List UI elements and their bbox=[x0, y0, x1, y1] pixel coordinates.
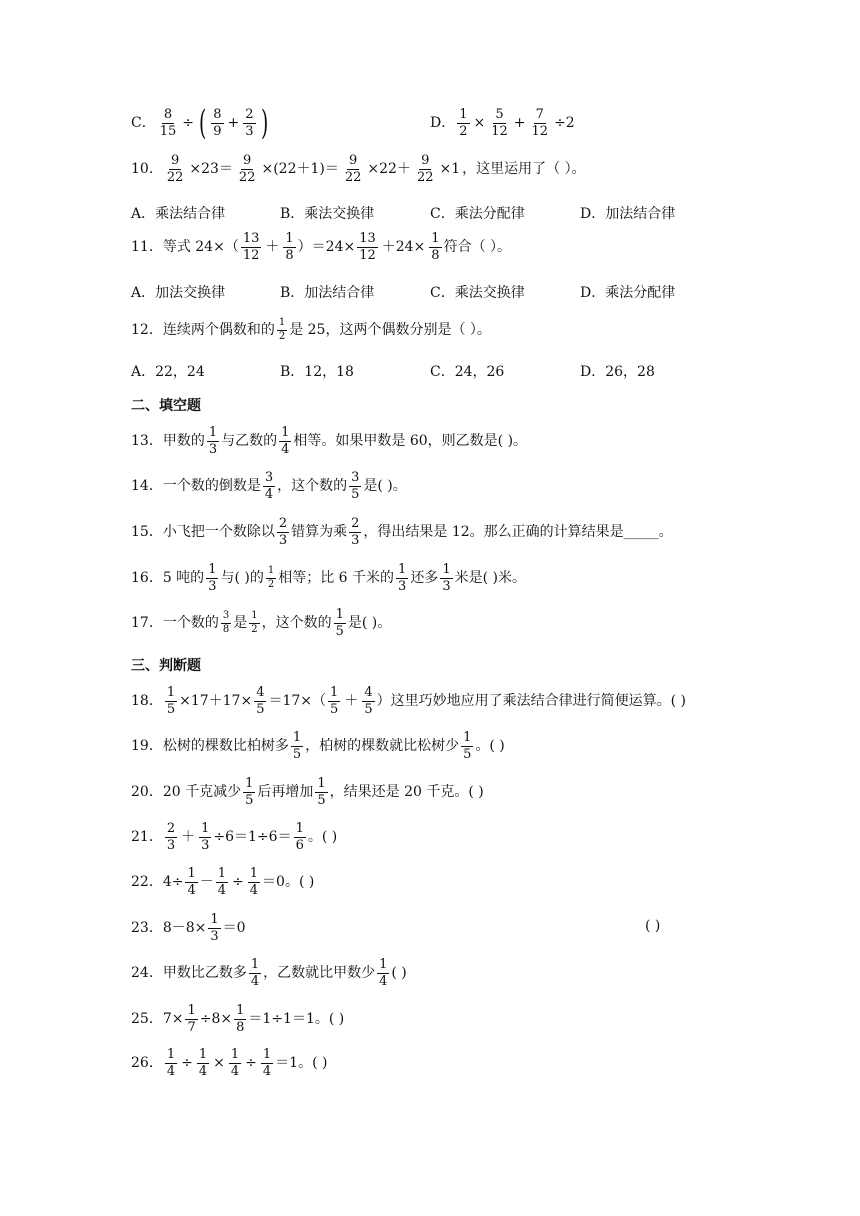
question-14: 14． 一个数的倒数是 $\frac{3}{4}$ ，这个数的 $\frac{3}{5}$ 是( )。 bbox=[131, 470, 407, 502]
question-16: 16． 5 吨的 $\frac{1}{3}$ 与( )的 $\frac{1}{2}$ 相等；比 6 千米的 $\frac{1}{3}$ 还多 $\frac{1}{3}$ 米是( )米。 bbox=[131, 562, 526, 594]
question-15: 15． 小飞把一个数除以 $\frac{2}{3}$ 错算为乘 $\frac{2}{3}$ ，得出结果是 12。那么正确的计算结果是_____。 bbox=[131, 516, 673, 548]
question-13: 13． 甲数的 $\frac{1}{3}$ 与乙数的 $\frac{1}{4}$ 相等。如果甲数是 60，则乙数是( )。 bbox=[131, 425, 528, 457]
fraction: $\frac{5}{12}$ bbox=[491, 107, 508, 139]
question-11: 11． 等式 24×（ $\frac{13}{12}$ ＋ $\frac{1}{8}$ ）＝24× $\frac{13}{12}$ ＋24× $\frac{1}{8}$ 符合（ ）。 bbox=[131, 231, 512, 263]
q11-option-b[interactable]: B．加法结合律 bbox=[280, 285, 375, 301]
fraction: $\frac{7}{12}$ bbox=[531, 107, 549, 139]
question-25: 25． 7× $\frac{1}{7}$ ÷8× $\frac{1}{8}$ ＝1÷1＝1。( ) bbox=[131, 1003, 345, 1035]
question-23: 23． 8－8× $\frac{1}{3}$ ＝0 bbox=[131, 912, 246, 944]
q10-option-a[interactable]: A．乘法结合律 bbox=[131, 206, 226, 222]
q11-option-a[interactable]: A．加法交换律 bbox=[131, 285, 226, 301]
section-heading-fill-in: 二、填空题 bbox=[131, 398, 201, 414]
q23-answer-paren[interactable]: ( ) bbox=[645, 918, 661, 934]
section-heading-true-false: 三、判断题 bbox=[131, 658, 201, 674]
question-10: 10． $\frac{9}{22}$ ×23＝ $\frac{9}{22}$ ×(22＋1)＝ $\frac{9}{22}$ ×22＋ $\frac{9}{22}$ ×1 ，这里运用了（ ）。 bbox=[131, 153, 586, 185]
question-24: 24． 甲数比乙数多 $\frac{1}{4}$ ，乙数就比甲数少 $\frac{1}{4}$ ( ) bbox=[131, 957, 407, 989]
question-21: 21． $\frac{2}{3}$ ＋ $\frac{1}{3}$ ÷6＝1÷6＝ $\frac{1}{6}$ 。( ) bbox=[131, 821, 338, 853]
fraction: $\frac{1}{2}$ bbox=[459, 107, 468, 139]
question-19: 19． 松树的棵数比柏树多 $\frac{1}{5}$ ，柏树的棵数就比松树少 $\frac{1}{5}$ 。( ) bbox=[131, 730, 505, 762]
q12-option-b[interactable]: B．12，18 bbox=[280, 364, 354, 380]
fraction: $\frac{8}{9}$ bbox=[213, 107, 222, 139]
q9-option-d: D． $\frac{1}{2}$ × $\frac{5}{12}$ + $\frac{7}{12}$ ÷2 bbox=[430, 107, 575, 139]
question-22: 22． 4÷ $\frac{1}{4}$ － $\frac{1}{4}$ ÷ $\frac{1}{4}$ ＝0。( ) bbox=[131, 866, 315, 898]
q12-option-d[interactable]: D．26，28 bbox=[580, 364, 655, 380]
q9-option-c: C． $\frac{8}{15}$ ÷ ( $\frac{8}{9}$ + $\frac{2}{3}$ ) bbox=[131, 103, 268, 143]
question-17: 17． 一个数的 $\frac{3}{8}$ 是 $\frac{1}{2}$ ，这个数的 $\frac{1}{5}$ 是( )。 bbox=[131, 607, 392, 639]
question-20: 20． 20 千克减少 $\frac{1}{5}$ 后再增加 $\frac{1}{5}$ ，结果还是 20 千克。( ) bbox=[131, 776, 484, 808]
question-26: 26． $\frac{1}{4}$ ÷ $\frac{1}{4}$ × $\frac{1}{4}$ ÷ $\frac{1}{4}$ ＝1。( ) bbox=[131, 1047, 328, 1079]
question-18: 18． $\frac{1}{5}$ ×17＋17× $\frac{4}{5}$ ＝17×（ $\frac{1}{5}$ ＋ $\frac{4}{5}$ ）这里巧妙地应用了乘法结合律进行简便运算。( ) bbox=[131, 685, 686, 717]
q10-option-d[interactable]: D．加法结合律 bbox=[580, 206, 676, 222]
q11-option-c[interactable]: C．乘法交换律 bbox=[430, 285, 525, 301]
q12-option-c[interactable]: C．24，26 bbox=[430, 364, 505, 380]
question-12: 12． 连续两个偶数和的 $\frac{1}{2}$ 是 25，这两个偶数分别是（ ）。 bbox=[131, 317, 491, 342]
fraction: $\frac{8}{15}$ bbox=[159, 107, 177, 139]
q12-option-a[interactable]: A．22，24 bbox=[131, 364, 205, 380]
q10-option-c[interactable]: C．乘法分配律 bbox=[430, 206, 525, 222]
q10-option-b[interactable]: B．乘法交换律 bbox=[280, 206, 375, 222]
q11-option-d[interactable]: D．乘法分配律 bbox=[580, 285, 676, 301]
fraction: $\frac{2}{3}$ bbox=[245, 107, 254, 139]
